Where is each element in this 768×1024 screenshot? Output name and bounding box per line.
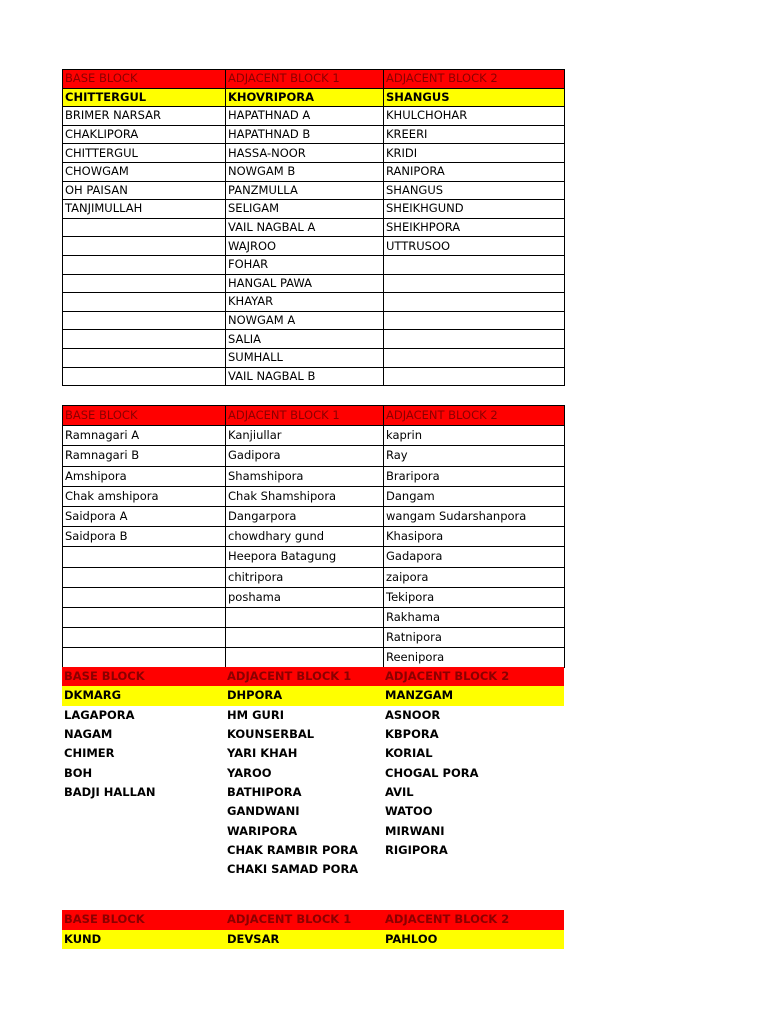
table-cell: PANZMULLA: [226, 181, 384, 200]
table-cell: KORIAL: [385, 746, 433, 761]
table-cell: CHAK RAMBIR PORA: [227, 842, 358, 857]
table-cell: CHOWGAM: [63, 162, 226, 181]
table-cell: CHAKI SAMAD PORA: [227, 862, 359, 877]
table-cell: Gadipora: [226, 446, 384, 466]
table-cell: ADJACENT BLOCK 1: [225, 910, 383, 930]
header-row: [62, 667, 564, 686]
table-cell: NAGAM: [64, 727, 113, 742]
table-row: [63, 162, 565, 181]
table-cell: [384, 330, 565, 349]
table-cell: SHANGUS: [384, 88, 565, 107]
table-cell: Kanjiullar: [226, 426, 384, 446]
table-cell: chitripora: [226, 567, 384, 587]
table-cell: [63, 293, 226, 312]
table-cell: KHULCHOHAR: [384, 107, 565, 126]
table-cell: [62, 821, 225, 840]
table-cell: [62, 860, 225, 879]
table-row: [63, 274, 565, 293]
table-cell: BATHIPORA: [227, 784, 302, 799]
table-cell: [63, 607, 226, 627]
table-cell: Ray: [384, 446, 565, 466]
table-row: [63, 547, 565, 567]
table-cell: wangam Sudarshanpora: [384, 506, 565, 526]
table-row: [63, 628, 565, 648]
table-cell: SHEIKHPORA: [384, 218, 565, 237]
header-row: [62, 910, 564, 930]
table-row: [63, 527, 565, 547]
header-row: [63, 70, 565, 89]
table-cell: SHEIKHGUND: [384, 200, 565, 219]
table-cell: HM GURI: [227, 707, 284, 722]
table-cell: RIGIPORA: [385, 842, 448, 857]
table-cell: HAPATHNAD B: [226, 125, 384, 144]
table-cell: BRIMER NARSAR: [63, 107, 226, 126]
table-cell: Ratnipora: [384, 628, 565, 648]
table-row: [62, 783, 564, 802]
table-row: [63, 607, 565, 627]
table-cell: Heepora Batagung: [226, 547, 384, 567]
table-cell: Dangarpora: [226, 506, 384, 526]
table-cell: Tekipora: [384, 587, 565, 607]
table-row: [63, 181, 565, 200]
block-table-kund: [62, 910, 564, 949]
table-cell: KRIDI: [384, 144, 565, 163]
table-cell: KHAYAR: [226, 293, 384, 312]
table-cell: Ramnagari B: [63, 446, 226, 466]
header-row: [63, 406, 565, 426]
table-cell: BASE BLOCK: [63, 70, 226, 89]
table-row: [63, 486, 565, 506]
table-cell: [63, 255, 226, 274]
highlight-row: [62, 930, 564, 950]
table-row: [63, 567, 565, 587]
table-cell: BOH: [64, 765, 93, 780]
table-cell: ADJACENT BLOCK 1: [225, 667, 383, 686]
table-cell: DKMARG: [62, 686, 225, 705]
table-cell: zaipora: [384, 567, 565, 587]
table-cell: VAIL NAGBAL B: [226, 367, 384, 386]
table-cell: VAIL NAGBAL A: [226, 218, 384, 237]
table-row: [63, 293, 565, 312]
table-cell: ADJACENT BLOCK 2: [383, 667, 564, 686]
table-cell: [384, 255, 565, 274]
table-cell: [63, 547, 226, 567]
table-cell: HASSA-NOOR: [226, 144, 384, 163]
table-cell: TANJIMULLAH: [63, 200, 226, 219]
table-cell: [63, 367, 226, 386]
table-cell: WAJROO: [226, 237, 384, 256]
table-cell: chowdhary gund: [226, 527, 384, 547]
table-cell: CHIMER: [64, 746, 115, 761]
table-cell: LAGAPORA: [64, 707, 135, 722]
table-cell: ASNOOR: [385, 707, 441, 722]
table-cell: KOUNSERBAL: [227, 727, 315, 742]
table-cell: YARI KHAH: [227, 746, 298, 761]
table-cell: [384, 311, 565, 330]
table-cell: KHOVRIPORA: [226, 88, 384, 107]
table-cell: YAROO: [227, 765, 272, 780]
table-cell: [384, 348, 565, 367]
table-cell: [63, 237, 226, 256]
table-row: [62, 744, 564, 763]
table-row: [63, 348, 565, 367]
table-cell: CHAKLIPORA: [63, 125, 226, 144]
table-cell: [384, 274, 565, 293]
table-cell: Reenipora: [384, 648, 565, 668]
block-table-dkmarg: [62, 667, 564, 879]
table-cell: ADJACENT BLOCK 2: [383, 910, 564, 930]
block-table-chittergul: [62, 69, 564, 386]
table-cell: [63, 348, 226, 367]
table-row: [62, 821, 564, 840]
table-cell: [63, 567, 226, 587]
table-cell: Gadapora: [384, 547, 565, 567]
table-cell: MIRWANI: [385, 823, 445, 838]
table-cell: KUND: [62, 930, 225, 950]
table-cell: Rakhama: [384, 607, 565, 627]
table-row: [63, 330, 565, 349]
table-cell: kaprin: [384, 426, 565, 446]
table-row: [62, 860, 564, 879]
table-row: [63, 107, 565, 126]
table-cell: [63, 218, 226, 237]
table-cell: AVIL: [385, 784, 414, 799]
table-cell: NOWGAM B: [226, 162, 384, 181]
table-cell: GANDWANI: [227, 804, 300, 819]
table-cell: [226, 607, 384, 627]
table-cell: CHITTERGUL: [63, 144, 226, 163]
table-cell: DHPORA: [225, 686, 383, 705]
table-cell: WARIPORA: [227, 823, 298, 838]
table-cell: Saidpora B: [63, 527, 226, 547]
table-row: [63, 648, 565, 668]
table-cell: BASE BLOCK: [62, 667, 225, 686]
table-cell: FOHAR: [226, 255, 384, 274]
table-cell: Dangam: [384, 486, 565, 506]
table-row: [63, 200, 565, 219]
table-cell: [63, 311, 226, 330]
table-cell: [226, 648, 384, 668]
table-cell: HAPATHNAD A: [226, 107, 384, 126]
table-row: [63, 237, 565, 256]
table-cell: [63, 330, 226, 349]
table-row: [63, 218, 565, 237]
table-cell: ADJACENT BLOCK 1: [226, 406, 384, 426]
table-cell: Amshipora: [63, 466, 226, 486]
table-cell: SHANGUS: [384, 181, 565, 200]
table-cell: ADJACENT BLOCK 2: [384, 406, 565, 426]
table-cell: [383, 860, 564, 879]
table-cell: [63, 628, 226, 648]
table-row: [63, 466, 565, 486]
table-cell: BASE BLOCK: [63, 406, 226, 426]
table-row: [63, 144, 565, 163]
table-cell: Shamshipora: [226, 466, 384, 486]
table-cell: [384, 293, 565, 312]
table-row: [62, 841, 564, 860]
table-cell: Khasipora: [384, 527, 565, 547]
block-table-ramnagari: [62, 405, 564, 668]
table-row: [63, 506, 565, 526]
table-cell: [62, 841, 225, 860]
table-cell: SALIA: [226, 330, 384, 349]
highlight-row: [62, 686, 564, 705]
table-cell: PAHLOO: [383, 930, 564, 950]
table-cell: KBPORA: [385, 727, 439, 742]
table-row: [63, 125, 565, 144]
table-row: [63, 255, 565, 274]
table-row: [63, 367, 565, 386]
table-cell: SUMHALL: [226, 348, 384, 367]
table-row: [63, 587, 565, 607]
table-row: [62, 725, 564, 744]
table-row: [63, 446, 565, 466]
table-cell: SELIGAM: [226, 200, 384, 219]
table-cell: Saidpora A: [63, 506, 226, 526]
table-cell: WATOO: [385, 804, 433, 819]
table-cell: [62, 802, 225, 821]
table-cell: CHOGAL PORA: [385, 765, 479, 780]
table-cell: [384, 367, 565, 386]
table-row: [63, 426, 565, 446]
table-cell: [63, 587, 226, 607]
table-cell: HANGAL PAWA: [226, 274, 384, 293]
table-cell: KREERI: [384, 125, 565, 144]
table-row: [63, 311, 565, 330]
table-cell: Ramnagari A: [63, 426, 226, 446]
table-cell: [226, 628, 384, 648]
table-cell: Chak amshipora: [63, 486, 226, 506]
table-cell: [63, 274, 226, 293]
table-cell: [63, 648, 226, 668]
table-cell: BASE BLOCK: [62, 910, 225, 930]
table-cell: Chak Shamshipora: [226, 486, 384, 506]
table-cell: OH PAISAN: [63, 181, 226, 200]
table-cell: NOWGAM A: [226, 311, 384, 330]
table-row: [62, 763, 564, 782]
table-cell: Braripora: [384, 466, 565, 486]
table-cell: CHITTERGUL: [63, 88, 226, 107]
table-cell: UTTRUSOO: [384, 237, 565, 256]
table-cell: poshama: [226, 587, 384, 607]
highlight-row: [63, 88, 565, 107]
table-cell: BADJI HALLAN: [64, 784, 156, 799]
table-row: [62, 706, 564, 725]
table-cell: DEVSAR: [225, 930, 383, 950]
table-row: [62, 802, 564, 821]
table-cell: ADJACENT BLOCK 1: [226, 70, 384, 89]
table-cell: RANIPORA: [384, 162, 565, 181]
table-cell: ADJACENT BLOCK 2: [384, 70, 565, 89]
table-cell: MANZGAM: [383, 686, 564, 705]
